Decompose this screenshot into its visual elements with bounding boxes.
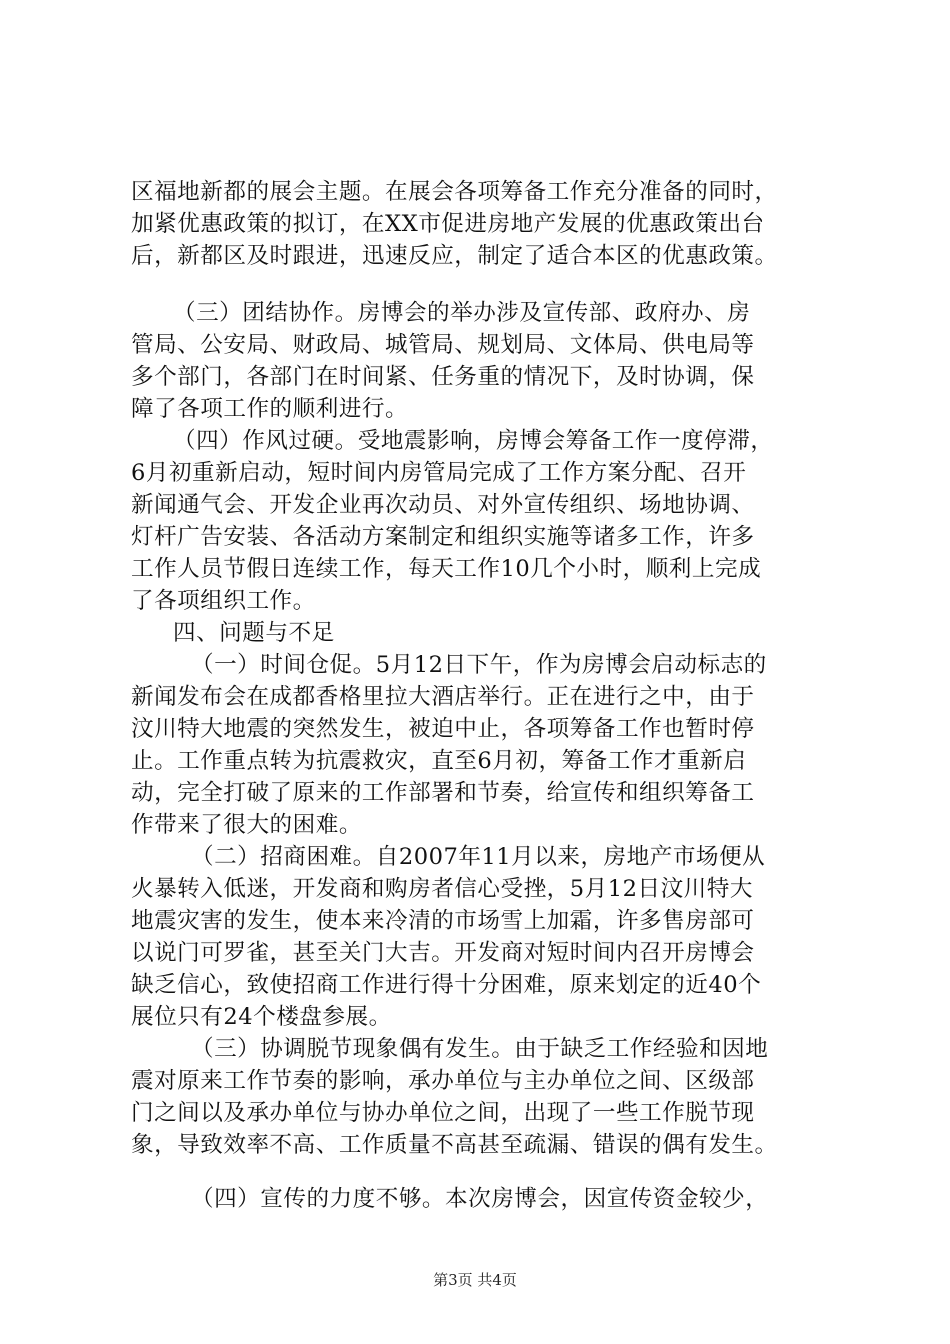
paragraph-heading-line: （一）时间仓促。5月12日下午，作为房博会启动标志的 bbox=[191, 652, 767, 678]
paragraph-heading-line: （三）协调脱节现象偶有发生。由于缺乏工作经验和因地 bbox=[191, 1036, 769, 1062]
text-line: 多个部门，各部门在时间紧、任务重的情况下，及时协调，保 bbox=[131, 364, 755, 390]
text-line: 灯杆广告安装、各活动方案制定和组织实施等诸多工作，许多 bbox=[131, 524, 755, 550]
text-line: 象，导致效率不高、工作质量不高甚至疏漏、错误的偶有发生。 bbox=[131, 1132, 778, 1158]
text-line: 新闻发布会在成都香格里拉大酒店举行。正在进行之中，由于 bbox=[131, 684, 755, 710]
text-line: 缺乏信心，致使招商工作进行得十分困难，原来划定的近40个 bbox=[131, 972, 762, 998]
text-line: 以说门可罗雀，甚至关门大吉。开发商对短时间内召开房博会 bbox=[131, 940, 755, 966]
text-line: 地震灾害的发生，使本来冷清的市场雪上加霜，许多售房部可 bbox=[131, 908, 755, 934]
text-line: 6月初重新启动，短时间内房管局完成了工作方案分配、召开 bbox=[131, 460, 747, 486]
text-line: 加紧优惠政策的拟订，在XX市促进房地产发展的优惠政策出台 bbox=[131, 211, 765, 237]
paragraph-heading-line: （二）招商困难。自2007年11月以来，房地产市场便从 bbox=[191, 844, 766, 870]
text-line: 后，新都区及时跟进，迅速反应，制定了适合本区的优惠政策。 bbox=[131, 243, 778, 269]
text-line: 新闻通气会、开发企业再次动员、对外宣传组织、场地协调、 bbox=[131, 492, 755, 518]
page-footer: 第3页 共4页 bbox=[433, 1271, 517, 1289]
section-heading: 四、问题与不足 bbox=[173, 620, 335, 646]
text-line: 门之间以及承办单位与协办单位之间，出现了一些工作脱节现 bbox=[131, 1100, 755, 1126]
text-line: 作带来了很大的困难。 bbox=[131, 812, 362, 838]
text-line: 动，完全打破了原来的工作部署和节奏，给宣传和组织筹备工 bbox=[131, 780, 755, 806]
text-line: 汶川特大地震的突然发生，被迫中止，各项筹备工作也暂时停 bbox=[131, 716, 755, 742]
paragraph-heading-line: （四）作风过硬。受地震影响，房博会筹备工作一度停滞， bbox=[173, 428, 774, 454]
text-line: 区福地新都的展会主题。在展会各项筹备工作充分准备的同时， bbox=[131, 179, 778, 205]
text-line: 火暴转入低迷，开发商和购房者信心受挫，5月12日汶川特大 bbox=[131, 876, 753, 902]
text-line: 管局、公安局、财政局、城管局、规划局、文体局、供电局等 bbox=[131, 332, 755, 358]
paragraph-heading-line: （三）团结协作。房博会的举办涉及宣传部、政府办、房 bbox=[173, 300, 751, 326]
text-line: 障了各项工作的顺利进行。 bbox=[131, 396, 409, 422]
text-line: 展位只有24个楼盘参展。 bbox=[131, 1004, 392, 1030]
text-line: 震对原来工作节奏的影响，承办单位与主办单位之间、区级部 bbox=[131, 1068, 755, 1094]
paragraph-heading-line: （四）宣传的力度不够。本次房博会，因宣传资金较少， bbox=[191, 1186, 769, 1212]
text-line: 了各项组织工作。 bbox=[131, 588, 316, 614]
text-line: 工作人员节假日连续工作，每天工作10几个小时，顺利上完成 bbox=[131, 556, 762, 582]
text-line: 止。工作重点转为抗震救灾，直至6月初，筹备工作才重新启 bbox=[131, 748, 747, 774]
